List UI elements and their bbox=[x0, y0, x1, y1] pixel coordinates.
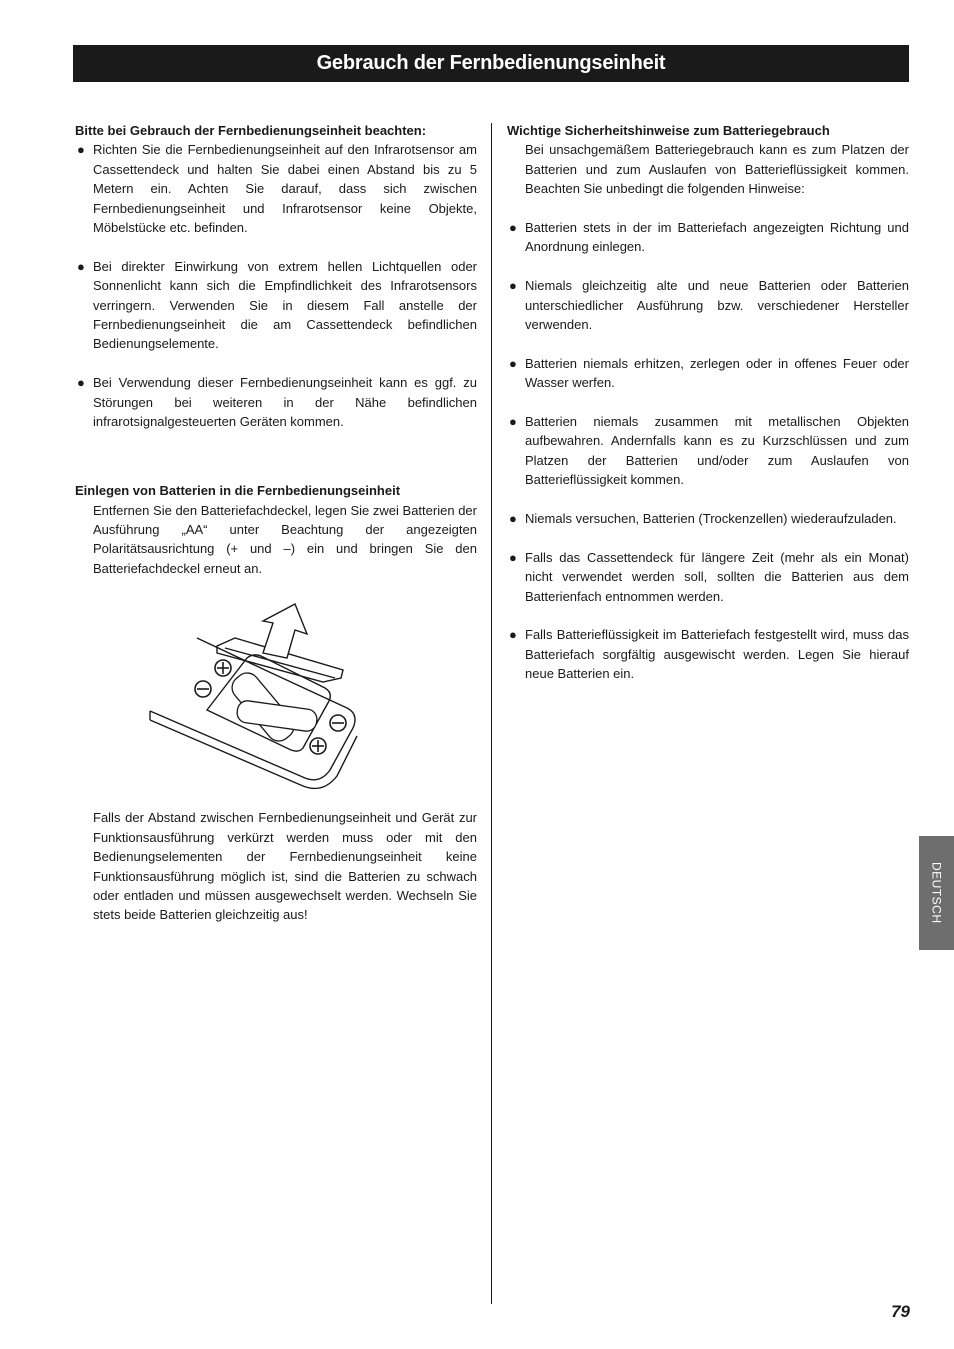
bullet-text: Batterien niemals erhitzen, zerlegen oder in offenes Feuer oder Wasser werfen. bbox=[525, 355, 909, 391]
section-heading-usage: Bitte bei Gebrauch der Fernbedienungseinheit beachten: bbox=[75, 123, 427, 138]
page-number: 79 bbox=[891, 1302, 910, 1321]
bullet-text: Falls Batterieflüssigkeit im Batteriefach festgestellt wird, muss das Batteriefach sorgfältig ausgewischt werden. Legen Sie hierauf neue Batterien ein. bbox=[525, 627, 909, 682]
right-column bbox=[507, 121, 909, 684]
bullet-text: Bei direkter Einwirkung von extrem hellen Lichtquellen oder Sonnenlicht kann sich die Empfindlichkeit des Infrarotsensors verringern. Verwenden Sie in diesem Fall anstelle der Fernbedienungseinheit die am Cassettendeck befindlichen Bedienungselemente. bbox=[93, 258, 477, 352]
bullet-icon: ● bbox=[509, 220, 517, 236]
bullet-icon: ● bbox=[77, 375, 85, 391]
remote-battery-illustration bbox=[145, 598, 365, 798]
bullet-icon: ● bbox=[509, 278, 517, 294]
column-divider bbox=[491, 123, 492, 1304]
bullet-icon: ● bbox=[509, 414, 517, 430]
section-heading-batteries: Einlegen von Batterien in die Fernbedienungseinheit bbox=[75, 483, 401, 499]
bullet-item bbox=[75, 373, 477, 431]
left-column bbox=[75, 121, 477, 925]
bullet-icon: ● bbox=[509, 627, 517, 643]
battery-note: Falls der Abstand zwischen Fernbedienungseinheit und Gerät zur Funktionsausführung verkürzt werden muss oder mit den Bedienungselementen der Fernbedienungseinheit keine Funktionsausführung möglich ist, sind die Batterien zu schwach oder entladen und müssen ausgewechselt werden. Wechseln Sie stets beide Batterien gleichzeitig aus! bbox=[93, 810, 477, 923]
bullet-text: Batterien niemals zusammen mit metallischen Objekten aufbewahren. Andernfalls kann es zu Kurzschlüssen und zum Platzen der Batterien und/oder zum Auslaufen von Batterieflüssigkeit kommen. bbox=[525, 414, 909, 488]
bullet-item bbox=[507, 276, 909, 334]
bullet-item bbox=[507, 412, 909, 490]
section-heading-safety: Wichtige Sicherheitshinweise zum Batteriegebrauch bbox=[507, 123, 830, 138]
bullet-item bbox=[507, 218, 909, 257]
bullet-text: Richten Sie die Fernbedienungseinheit auf den Infrarotsensor am Cassettendeck und halten Sie dabei einen Abstand bis zu 5 Metern ein. Achten Sie darauf, dass sich zwischen Fernbedienungseinheit und Infrarotsensor keine Objekte, Möbelstücke etc. befinden. bbox=[93, 142, 477, 236]
language-tab bbox=[919, 836, 954, 950]
bullet-item bbox=[507, 509, 909, 528]
bullet-icon: ● bbox=[509, 355, 517, 371]
bullet-item bbox=[75, 257, 477, 354]
bullet-text: Falls das Cassettendeck für längere Zeit (mehr als ein Monat) nicht verwendet werden soll, sollten die Batterien aus dem Batterienfach entnommen werden. bbox=[525, 549, 909, 604]
bullet-text: Batterien stets in der im Batteriefach angezeigten Richtung und Anordnung einlegen. bbox=[525, 220, 909, 255]
bullet-item bbox=[75, 140, 477, 237]
bullet-item bbox=[507, 354, 909, 393]
bullet-item bbox=[507, 625, 909, 683]
bullet-text: Niemals gleichzeitig alte und neue Batterien oder Batterien unterschiedlicher Ausführung bzw. verschiedener Hersteller verwenden. bbox=[525, 278, 909, 333]
safety-intro: Bei unsachgemäßem Batteriegebrauch kann es zum Platzen der Batterien und zum Auslaufen von Batterieflüssigkeit kommen. Beachten Sie unbedingt die folgenden Hinweise: bbox=[525, 142, 909, 197]
bullet-icon: ● bbox=[509, 511, 517, 527]
bullet-item bbox=[507, 548, 909, 606]
page-title-text: Gebrauch der Fernbedienungseinheit bbox=[316, 52, 666, 74]
bullet-icon: ● bbox=[77, 142, 85, 158]
bullet-text: Niemals versuchen, Batterien (Trockenzellen) wiederaufzuladen. bbox=[525, 511, 897, 527]
page-title bbox=[73, 45, 909, 82]
bullet-icon: ● bbox=[509, 549, 517, 565]
language-tab-label: DEUTSCH bbox=[929, 862, 944, 924]
bullet-icon: ● bbox=[77, 258, 85, 274]
battery-instructions: Entfernen Sie den Batteriefachdeckel, legen Sie zwei Batterien der Ausführung „AA“ unter Beachtung der angezeigten Polaritätsausrichtung (+ und –) ein und bringen Sie den Batteriefachdeckel erneut an. bbox=[93, 502, 477, 576]
bullet-text: Bei Verwendung dieser Fernbedienungseinheit kann es ggf. zu Störungen bei weiteren in der Nähe befindlichen infrarotsignalgesteuerten Geräten kommen. bbox=[93, 375, 477, 430]
